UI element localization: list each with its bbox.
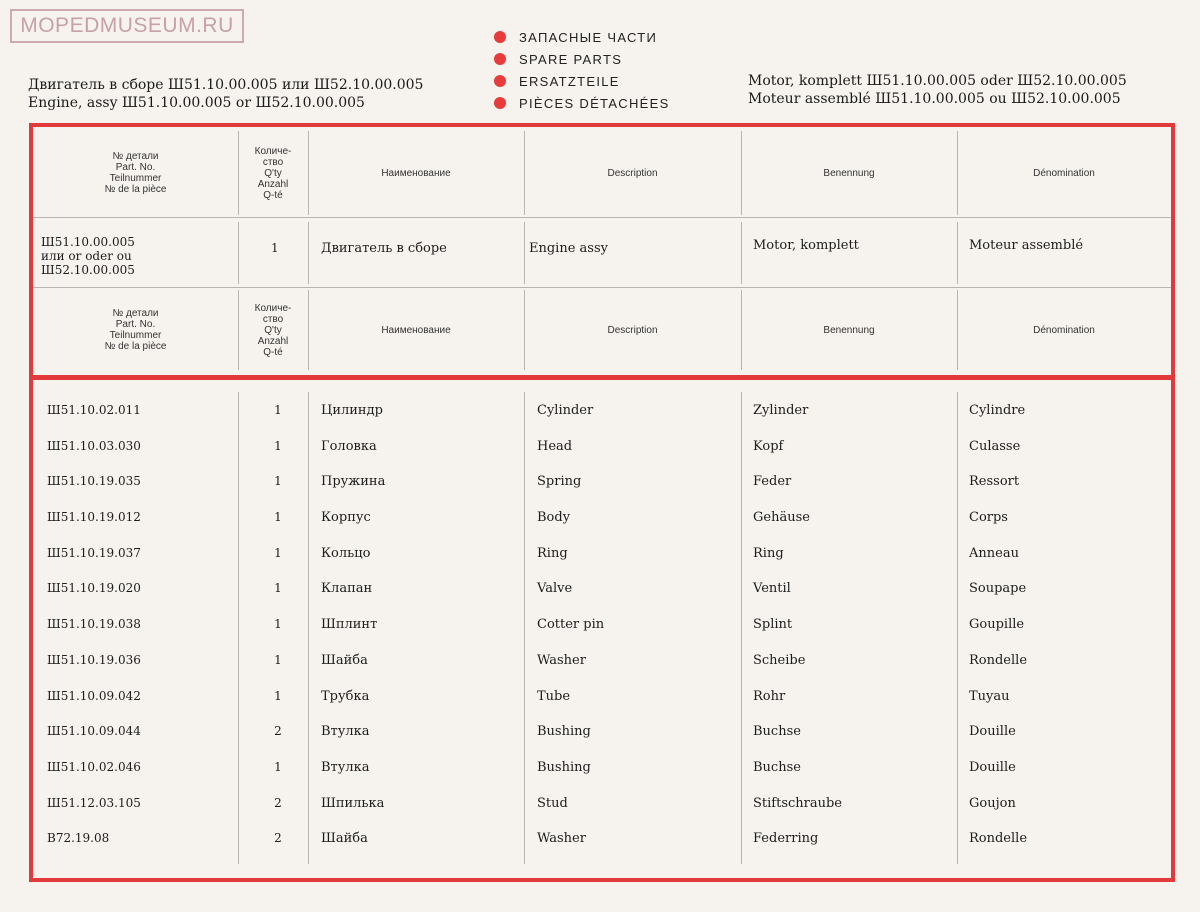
legend-label: ERSATZTEILE xyxy=(519,73,620,89)
table-row xyxy=(33,751,1171,787)
name-fr: Culasse xyxy=(969,438,1021,454)
name-de: Scheibe xyxy=(753,652,806,668)
header-qty xyxy=(238,131,308,215)
quantity: 1 xyxy=(274,688,282,703)
name-de: Zylinder xyxy=(753,403,809,418)
legend-item-ru xyxy=(494,26,714,48)
table-row xyxy=(33,787,1171,823)
title-ru: Двигатель в сборе Ш51.10.00.005 или Ш52.10.00.005 xyxy=(28,77,424,93)
name-en: Head xyxy=(537,438,573,454)
name-ru: Корпус xyxy=(321,510,371,526)
part-number: Ш51.10.19.038 xyxy=(47,617,141,632)
name-en: Washer xyxy=(537,652,586,668)
name-ru: Шпилька xyxy=(321,795,385,811)
header-text: Part. No. xyxy=(115,319,156,330)
name-fr: Anneau xyxy=(969,545,1019,561)
name-en: Tube xyxy=(537,688,571,704)
header-text: № детали xyxy=(112,308,159,319)
name-en: Washer xyxy=(537,831,586,847)
name-fr: Goujon xyxy=(969,795,1016,811)
quantity: 2 xyxy=(274,724,282,739)
name-fr: Ressort xyxy=(969,474,1020,490)
header-qty xyxy=(238,290,308,370)
name-fr: Goupille xyxy=(969,617,1025,633)
header-text: Q'ty xyxy=(264,167,282,179)
name-ru: Кольцо xyxy=(321,545,371,561)
red-dot-icon xyxy=(494,31,506,43)
part-number: Ш51.10.19.037 xyxy=(47,545,141,560)
name-en: Cotter pin xyxy=(537,617,605,633)
part-line: Ш52.10.00.005 xyxy=(41,263,135,277)
table-row xyxy=(33,822,1171,858)
header-fr: Dénomination xyxy=(1033,167,1095,179)
engine-part-number xyxy=(41,235,135,277)
watermark-logo: MOPEDMUSEUM.RU xyxy=(10,9,244,43)
part-number: Ш51.10.19.012 xyxy=(47,510,141,525)
name-en: Body xyxy=(537,510,571,526)
part-number: Ш51.12.03.105 xyxy=(47,795,141,810)
legend-item-fr xyxy=(494,92,714,114)
table-row xyxy=(33,715,1171,751)
header-text: № детали xyxy=(112,151,159,162)
title-en: Engine, assy Ш51.10.00.005 or Ш52.10.00.005 xyxy=(28,95,365,111)
name-ru: Пружина xyxy=(321,474,386,490)
header-fr: Dénomination xyxy=(1033,324,1095,336)
name-ru: Шайба xyxy=(321,652,368,668)
name-ru: Клапан xyxy=(321,581,373,597)
name-ru: Втулка xyxy=(321,759,370,775)
name-fr: Douille xyxy=(969,724,1016,740)
title-fr: Moteur assemblé Ш51.10.00.005 ou Ш52.10.00.005 xyxy=(748,91,1121,107)
header-text: Количе- xyxy=(254,302,292,314)
header-text: Teilnummer xyxy=(109,330,162,341)
name-en: Valve xyxy=(537,581,573,597)
header-text: Количе- xyxy=(254,145,292,157)
part-line: Ш51.10.00.005 xyxy=(41,235,135,249)
red-dot-icon xyxy=(494,53,506,65)
name-en: Cylinder xyxy=(537,403,594,418)
title-de: Motor, komplett Ш51.10.00.005 oder Ш52.10.00.005 xyxy=(748,73,1127,89)
red-dot-icon xyxy=(494,75,506,87)
header-text: ство xyxy=(262,313,284,325)
quantity: 1 xyxy=(274,652,282,667)
header-part-no xyxy=(33,131,238,215)
quantity: 1 xyxy=(274,581,282,596)
legend-label: ЗАПАСНЫЕ ЧАСТИ xyxy=(519,29,658,45)
header-text: Anzahl xyxy=(257,335,289,347)
name-de: Buchse xyxy=(753,724,801,740)
header-de: Benennung xyxy=(823,324,875,336)
header-text: № de la pièce xyxy=(104,184,167,195)
quantity: 2 xyxy=(274,831,282,846)
name-ru: Шайба xyxy=(321,831,368,847)
name-en: Spring xyxy=(537,474,582,490)
quantity: 1 xyxy=(274,510,282,525)
table-row xyxy=(33,430,1171,466)
header-ru: Наименование xyxy=(381,324,451,336)
legend-label: SPARE PARTS xyxy=(519,51,623,67)
row-divider xyxy=(33,287,1171,288)
name-de: Buchse xyxy=(753,759,801,775)
red-dot-icon xyxy=(494,97,506,109)
name-fr: Rondelle xyxy=(969,652,1028,668)
engine-name-de: Motor, komplett xyxy=(753,238,859,253)
name-de: Stiftschraube xyxy=(753,795,843,811)
name-de: Kopf xyxy=(753,438,784,454)
quantity: 1 xyxy=(274,759,282,774)
header-text: Teilnummer xyxy=(109,173,162,184)
name-ru: Трубка xyxy=(321,688,370,704)
engine-name-fr: Moteur assemblé xyxy=(969,238,1084,253)
table-row xyxy=(33,465,1171,501)
name-ru: Головка xyxy=(321,438,377,454)
part-number: Ш51.10.03.030 xyxy=(47,438,141,453)
name-fr: Soupape xyxy=(969,581,1027,597)
part-number: Ш51.10.02.011 xyxy=(47,403,141,417)
name-fr: Corps xyxy=(969,510,1008,526)
legend-label: PIÈCES DÉTACHÉES xyxy=(519,95,670,111)
part-line: или or oder ou xyxy=(41,249,132,263)
engine-qty: 1 xyxy=(271,241,279,255)
name-en: Stud xyxy=(537,795,568,811)
engine-name-en: Engine assy xyxy=(529,241,608,256)
header-text: Q-té xyxy=(263,189,283,201)
quantity: 1 xyxy=(274,617,282,632)
header-text: ство xyxy=(262,156,284,168)
part-number: Ш51.10.19.035 xyxy=(47,474,141,489)
header-part-no xyxy=(33,290,238,370)
quantity: 2 xyxy=(274,795,282,810)
page-title-right xyxy=(748,72,1168,108)
name-de: Splint xyxy=(753,617,793,633)
header-en: Description xyxy=(607,167,658,179)
header-text: Part. No. xyxy=(115,162,156,173)
name-fr: Rondelle xyxy=(969,831,1028,847)
quantity: 1 xyxy=(274,545,282,560)
name-ru: Втулка xyxy=(321,724,370,740)
page-title-left xyxy=(28,76,488,112)
table-row xyxy=(33,608,1171,644)
name-de: Ring xyxy=(753,545,784,561)
quantity: 1 xyxy=(274,474,282,489)
engine-name-ru: Двигатель в сборе xyxy=(321,241,447,256)
header-text: Q'ty xyxy=(264,324,282,336)
part-number: Ш51.10.19.020 xyxy=(47,581,141,596)
legend-item-de xyxy=(494,70,714,92)
name-fr: Tuyau xyxy=(969,688,1010,704)
name-fr: Douille xyxy=(969,759,1016,775)
quantity: 1 xyxy=(274,403,282,417)
legend-item-en xyxy=(494,48,714,70)
name-de: Gehäuse xyxy=(753,510,810,526)
row-divider xyxy=(33,217,1171,218)
part-number: Ш51.10.02.046 xyxy=(47,759,141,774)
name-en: Bushing xyxy=(537,759,591,775)
name-ru: Цилиндр xyxy=(321,403,383,418)
part-number: Ш51.10.09.044 xyxy=(47,724,141,739)
table-row xyxy=(33,501,1171,537)
quantity: 1 xyxy=(274,438,282,453)
header-text: Anzahl xyxy=(257,178,289,190)
table-header-row xyxy=(33,131,1171,215)
name-ru: Шплинт xyxy=(321,617,378,633)
header-text: Q-té xyxy=(263,346,283,358)
table-row xyxy=(33,537,1171,573)
name-de: Federring xyxy=(753,831,819,847)
header-ru: Наименование xyxy=(381,167,451,179)
name-de: Feder xyxy=(753,474,792,490)
name-de: Rohr xyxy=(753,688,786,704)
name-en: Bushing xyxy=(537,724,591,740)
name-de: Ventil xyxy=(753,581,791,597)
header-en: Description xyxy=(607,324,658,336)
parts-table-body xyxy=(33,394,1171,858)
part-number: Ш51.10.09.042 xyxy=(47,688,141,703)
table-row xyxy=(33,680,1171,716)
engine-assembly-row xyxy=(33,220,1171,286)
language-legend xyxy=(494,26,714,114)
table-row xyxy=(33,394,1171,430)
header-text: № de la pièce xyxy=(104,341,167,352)
table-row xyxy=(33,572,1171,608)
name-fr: Cylindre xyxy=(969,403,1026,418)
part-number: В72.19.08 xyxy=(47,831,110,846)
table-row xyxy=(33,644,1171,680)
name-en: Ring xyxy=(537,545,568,561)
header-de: Benennung xyxy=(823,167,875,179)
table-header-row xyxy=(33,290,1171,370)
part-number: Ш51.10.19.036 xyxy=(47,652,141,667)
